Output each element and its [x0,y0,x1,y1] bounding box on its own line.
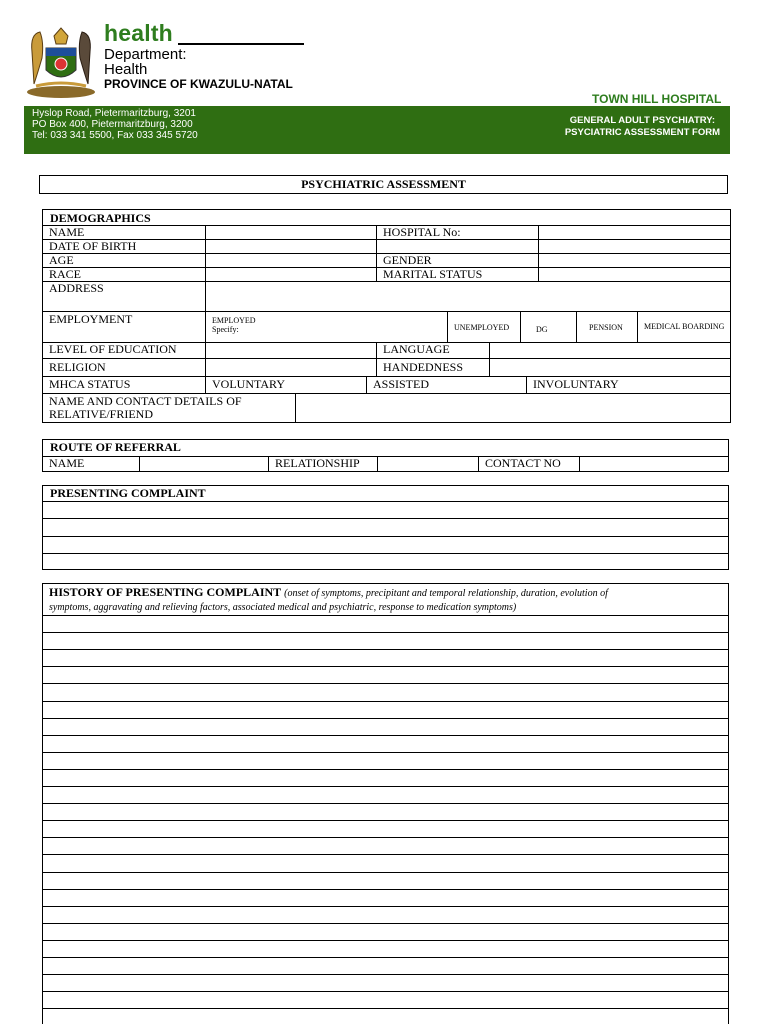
relationship-label: RELATIONSHIP [268,456,377,471]
writing-line[interactable] [43,632,728,633]
writing-line[interactable] [43,718,728,719]
gender-field[interactable] [538,253,730,267]
history-note: symptoms, aggravating and relieving factors, associated medical and psychiatric, response to medication symptoms) [49,602,517,613]
form-title: PSYCHIATRIC ASSESSMENT [39,175,728,194]
name-label: NAME [43,225,205,239]
dob-field[interactable] [205,239,376,253]
gender-label: GENDER [376,253,538,267]
writing-line[interactable] [43,1008,728,1009]
handedness-label: HANDEDNESS [376,358,489,376]
blank-cell[interactable] [376,239,538,253]
unemployed-option[interactable]: UNEMPLOYED [447,311,520,342]
header-rule [178,43,304,45]
relative-contact-label [43,393,295,422]
writing-line[interactable] [43,735,728,736]
history-section [42,583,729,1024]
relative-label-line: RELATIVE/FRIEND [49,407,153,421]
hospital-no-label: HOSPITAL No: [376,225,538,239]
name-field[interactable] [205,225,376,239]
header-band [24,106,730,154]
language-label: LANGUAGE [376,342,489,358]
writing-line[interactable] [43,872,728,873]
history-note: (onset of symptoms, precipitant and temporal relationship, duration, evolution of [284,588,608,599]
writing-line[interactable] [43,701,728,702]
language-field[interactable] [489,342,730,358]
relative-contact-field[interactable] [295,393,730,422]
writing-line[interactable] [43,536,728,537]
age-field[interactable] [205,253,376,267]
section-heading: ROUTE OF REFERRAL [50,440,181,454]
address-label: ADDRESS [43,281,205,311]
address-field[interactable] [205,281,730,311]
form-name: PSYCIATRIC ASSESSMENT FORM [564,127,720,138]
writing-line[interactable] [43,518,728,519]
race-label: RACE [43,267,205,281]
history-heading [49,585,719,614]
writing-line[interactable] [43,906,728,907]
demographics-section [42,209,731,423]
employed-label: EMPLOYED [212,316,256,325]
marital-status-field[interactable] [538,267,730,281]
writing-line[interactable] [43,683,728,684]
contact-no-field[interactable] [579,456,728,471]
education-field[interactable] [205,342,376,358]
referral-name-field[interactable] [139,456,268,471]
presenting-complaint-section [42,485,729,570]
province-name: PROVINCE OF KWAZULU-NATAL [104,77,293,91]
department-text: Department: [104,46,187,63]
writing-line[interactable] [43,837,728,838]
employment-label: EMPLOYMENT [43,311,205,342]
writing-line[interactable] [43,854,728,855]
race-field[interactable] [205,267,376,281]
mhca-status-label: MHCA STATUS [43,376,205,393]
handedness-field[interactable] [489,358,730,376]
marital-status-label: MARITAL STATUS [376,267,538,281]
dg-option[interactable]: DG [520,311,576,342]
writing-line[interactable] [43,820,728,821]
section-heading: HISTORY OF PRESENTING COMPLAINT [49,585,282,599]
address-line: PO Box 400, Pietermaritzburg, 3200 [32,119,193,130]
writing-line[interactable] [43,501,728,502]
relative-label-line: NAME AND CONTACT DETAILS OF [49,394,242,408]
writing-line[interactable] [43,752,728,753]
health-wordmark: health [104,20,173,46]
address-line: Hyslop Road, Pietermaritzburg, 3201 [32,108,196,119]
section-heading: DEMOGRAPHICS [50,211,151,225]
writing-line[interactable] [43,553,728,554]
address-line: Tel: 033 341 5500, Fax 033 345 5720 [32,130,198,141]
writing-line[interactable] [43,889,728,890]
assisted-option[interactable]: ASSISTED [366,376,526,393]
medical-boarding-option[interactable]: MEDICAL BOARDING [637,311,730,342]
specify-label: Specify: [212,325,239,334]
relationship-field[interactable] [377,456,478,471]
writing-line[interactable] [43,991,728,992]
age-label: AGE [43,253,205,267]
education-label: LEVEL OF EDUCATION [43,342,205,358]
hospital-name: TOWN HILL HOSPITAL [592,92,722,106]
religion-field[interactable] [205,358,376,376]
hospital-address [32,108,198,141]
department-line: GENERAL ADULT PSYCHIATRY: [569,115,716,126]
blank-cell[interactable] [538,239,730,253]
writing-line[interactable] [43,974,728,975]
writing-line[interactable] [43,666,728,667]
referral-name-label: NAME [43,456,139,471]
department-name: Health [104,61,148,78]
writing-line[interactable] [43,923,728,924]
writing-line[interactable] [43,649,728,650]
contact-no-label: CONTACT NO [478,456,579,471]
involuntary-option[interactable]: INVOLUNTARY [526,376,730,393]
hospital-no-field[interactable] [538,225,730,239]
writing-line[interactable] [43,769,728,770]
referral-section [42,439,729,472]
religion-label: RELIGION [43,358,205,376]
coat-of-arms-logo [22,22,100,100]
employed-option[interactable] [205,311,447,342]
form-department [565,115,720,139]
dob-label: DATE OF BIRTH [43,239,205,253]
writing-line[interactable] [43,803,728,804]
pension-option[interactable]: PENSION [576,311,637,342]
writing-line[interactable] [43,957,728,958]
writing-line[interactable] [43,940,728,941]
writing-line[interactable] [43,615,728,616]
writing-line[interactable] [43,786,728,787]
voluntary-option[interactable]: VOLUNTARY [205,376,366,393]
section-heading: PRESENTING COMPLAINT [50,486,206,500]
department-label [104,47,187,77]
